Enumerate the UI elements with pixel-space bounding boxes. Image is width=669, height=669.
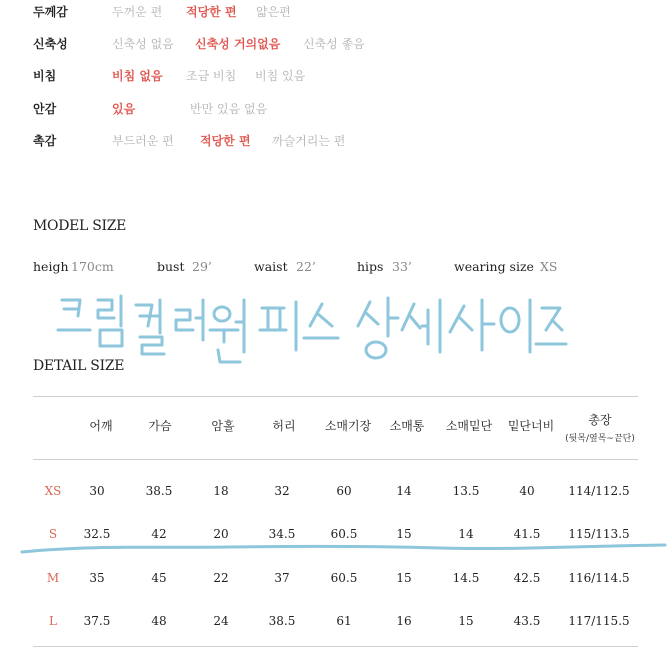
table-cell: 60.5 xyxy=(330,571,358,585)
table-cell: 14 xyxy=(396,484,412,498)
attribute-option: 부드러운 편 xyxy=(112,134,174,148)
table-cell: 61 xyxy=(336,614,352,628)
column-header: 허리 xyxy=(272,419,296,433)
size-label: L xyxy=(49,614,57,628)
table-cell: 42.5 xyxy=(513,571,541,585)
table-cell: 32 xyxy=(274,484,290,498)
model-key: hips xyxy=(357,259,384,274)
model-size-title: MODEL SIZE xyxy=(33,218,127,234)
table-cell: 15 xyxy=(458,614,474,628)
column-header: 소매밑단 xyxy=(445,419,493,433)
table-cell: 20 xyxy=(213,527,229,541)
table-cell: 37.5 xyxy=(83,614,111,628)
table-cell: 35 xyxy=(89,571,105,585)
attribute-option: 신축성 없음 xyxy=(112,37,174,51)
table-cell: 43.5 xyxy=(513,614,541,628)
table-cell: 14 xyxy=(458,527,474,541)
table-cell: 18 xyxy=(213,484,229,498)
table-cell: 60.5 xyxy=(330,527,358,541)
attribute-option: 까슬거리는 편 xyxy=(272,134,346,148)
table-cell: 38.5 xyxy=(268,614,296,628)
attribute-option: 비침 있음 xyxy=(255,69,306,83)
column-header: 어깨 xyxy=(89,419,113,433)
table-cell: 116/114.5 xyxy=(568,571,630,585)
column-header: 밑단너비 xyxy=(507,419,555,433)
table-cell: 30 xyxy=(89,484,105,498)
attribute-label: 안감 xyxy=(33,102,57,116)
column-header: 총장 xyxy=(588,413,612,427)
attribute-option-selected: 있음 xyxy=(112,102,136,116)
model-key: heigh xyxy=(33,259,69,274)
column-header-note: (뒷목/옆목~끝단) xyxy=(565,434,635,444)
model-value: 33’ xyxy=(392,259,412,274)
attribute-option-selected: 비침 없음 xyxy=(112,69,163,83)
table-cell: 45 xyxy=(151,571,167,585)
column-header: 소매통 xyxy=(389,419,425,433)
table-cell: 48 xyxy=(151,614,167,628)
table-cell: 34.5 xyxy=(268,527,296,541)
table-cell: 22 xyxy=(213,571,229,585)
column-header: 소매기장 xyxy=(324,419,372,433)
attribute-option-selected: 신축성 거의없음 xyxy=(195,37,281,51)
table-cell: 115/113.5 xyxy=(568,527,630,541)
detail-size-title: DETAIL SIZE xyxy=(33,358,125,374)
table-cell: 16 xyxy=(396,614,412,628)
attribute-label: 비침 xyxy=(33,69,57,83)
size-label: S xyxy=(48,527,58,541)
attribute-label: 촉감 xyxy=(33,134,57,148)
table-cell: 32.5 xyxy=(83,527,111,541)
table-cell: 13.5 xyxy=(452,484,480,498)
model-key: wearing size xyxy=(454,259,534,274)
model-value: XS xyxy=(540,259,558,274)
attribute-option: 얇은편 xyxy=(256,5,291,19)
model-value: 29’ xyxy=(192,259,212,274)
attribute-option: 조금 비침 xyxy=(186,69,237,83)
attribute-label: 두께감 xyxy=(33,5,68,19)
model-key: bust xyxy=(157,259,185,274)
table-cell: 40 xyxy=(519,484,535,498)
table-cell: 114/112.5 xyxy=(568,484,630,498)
column-header: 가슴 xyxy=(148,419,172,433)
size-label: XS xyxy=(44,484,62,498)
table-cell: 37 xyxy=(274,571,290,585)
attribute-option: 반만 있음 xyxy=(190,102,241,116)
attribute-option: 신축성 좋음 xyxy=(303,37,365,51)
table-cell: 14.5 xyxy=(452,571,480,585)
attribute-label: 신축성 xyxy=(33,37,68,51)
table-cell: 38.5 xyxy=(145,484,173,498)
column-header: 암홀 xyxy=(211,419,235,433)
model-value: 170cm xyxy=(71,259,114,274)
size-label: M xyxy=(46,571,60,585)
table-cell: 41.5 xyxy=(513,527,541,541)
table-cell: 24 xyxy=(213,614,229,628)
attribute-option-selected: 적당한 편 xyxy=(200,134,251,148)
table-cell: 15 xyxy=(396,527,412,541)
attribute-option-selected: 적당한 편 xyxy=(186,5,237,19)
model-value: 22’ xyxy=(296,259,316,274)
table-cell: 15 xyxy=(396,571,412,585)
model-key: waist xyxy=(254,259,288,274)
table-cell: 60 xyxy=(336,484,352,498)
attribute-option: 두꺼운 편 xyxy=(112,5,163,19)
table-cell: 42 xyxy=(151,527,167,541)
table-cell: 117/115.5 xyxy=(568,614,630,628)
attribute-option: 없음 xyxy=(244,102,268,116)
